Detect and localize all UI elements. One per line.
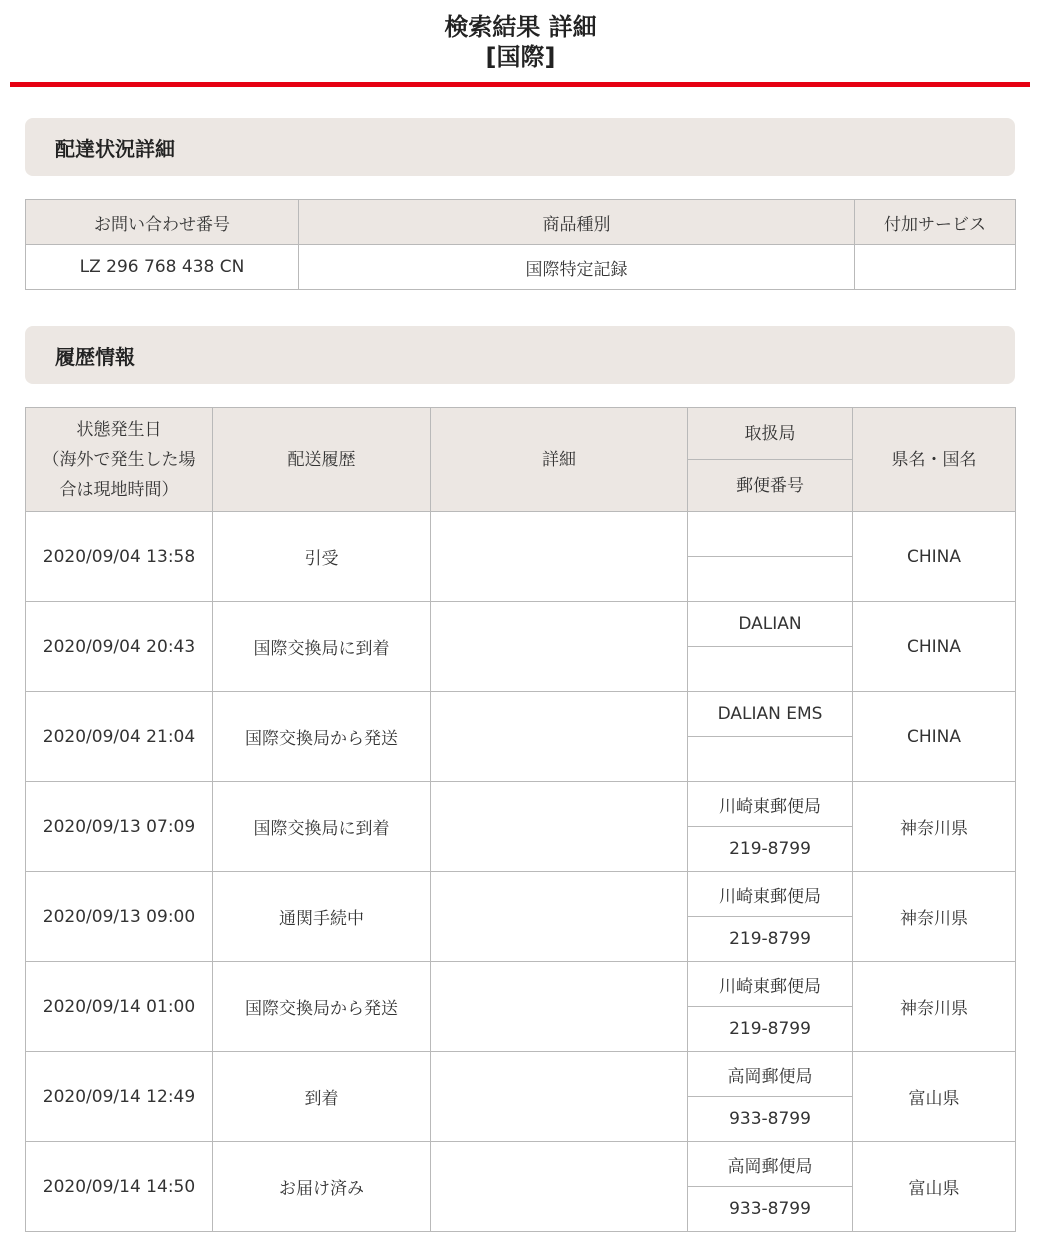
history-postal-code (688, 557, 853, 602)
page-title (0, 12, 1041, 72)
history-detail (431, 1052, 688, 1142)
history-header-row-1 (26, 408, 1016, 460)
history-office: 川崎東郵便局 (688, 962, 853, 1007)
history-region: 神奈川県 (853, 872, 1016, 962)
history-heading-label: 履歴情報 (55, 344, 135, 369)
history-date: 2020/09/13 09:00 (26, 872, 213, 962)
header-event: 配送履歴 (213, 408, 431, 512)
history-postal-code (688, 737, 853, 782)
delivery-summary-table (25, 199, 1016, 290)
history-office: 川崎東郵便局 (688, 782, 853, 827)
history-region: CHINA (853, 602, 1016, 692)
history-detail (431, 1142, 688, 1232)
history-detail (431, 512, 688, 602)
history-event: お届け済み (213, 1142, 431, 1232)
header-product-type: 商品種別 (299, 200, 855, 245)
history-postal-code: 933-8799 (688, 1097, 853, 1142)
history-date: 2020/09/14 12:49 (26, 1052, 213, 1142)
title-divider (10, 82, 1030, 87)
history-event: 国際交換局から発送 (213, 692, 431, 782)
history-date: 2020/09/13 07:09 (26, 782, 213, 872)
history-event: 引受 (213, 512, 431, 602)
additional-service-value (855, 245, 1016, 290)
header-date (26, 408, 213, 512)
history-date: 2020/09/14 14:50 (26, 1142, 213, 1232)
header-postal-code: 郵便番号 (688, 460, 853, 512)
page-title-line2: [国際] (485, 43, 556, 71)
header-detail: 詳細 (431, 408, 688, 512)
summary-data-row (26, 245, 1016, 290)
history-postal-code: 219-8799 (688, 917, 853, 962)
history-region: 富山県 (853, 1142, 1016, 1232)
history-postal-code (688, 647, 853, 692)
history-region: 神奈川県 (853, 962, 1016, 1052)
history-event: 到着 (213, 1052, 431, 1142)
history-office: DALIAN (688, 602, 853, 647)
delivery-status-heading-label: 配達状況詳細 (55, 136, 175, 161)
header-region: 県名・国名 (853, 408, 1016, 512)
header-office: 取扱局 (688, 408, 853, 460)
history-heading (25, 326, 1015, 384)
header-tracking-number: お問い合わせ番号 (26, 200, 299, 245)
history-detail (431, 692, 688, 782)
history-row (26, 512, 1016, 557)
history-office: 高岡郵便局 (688, 1142, 853, 1187)
history-row (26, 1142, 1016, 1187)
history-row (26, 1052, 1016, 1097)
product-type-value: 国際特定記録 (299, 245, 855, 290)
history-event: 国際交換局に到着 (213, 782, 431, 872)
history-row (26, 872, 1016, 917)
history-event: 国際交換局に到着 (213, 602, 431, 692)
history-detail (431, 782, 688, 872)
history-postal-code: 219-8799 (688, 1007, 853, 1052)
history-region: CHINA (853, 512, 1016, 602)
history-region: 神奈川県 (853, 782, 1016, 872)
tracking-number-value: LZ 296 768 438 CN (26, 245, 299, 290)
history-row (26, 602, 1016, 647)
history-event: 国際交換局から発送 (213, 962, 431, 1052)
history-postal-code: 219-8799 (688, 827, 853, 872)
history-date: 2020/09/04 20:43 (26, 602, 213, 692)
history-detail (431, 602, 688, 692)
history-office: DALIAN EMS (688, 692, 853, 737)
page-title-line1: 検索結果 詳細 (444, 13, 597, 41)
history-date: 2020/09/04 13:58 (26, 512, 213, 602)
history-office (688, 512, 853, 557)
history-event: 通関手続中 (213, 872, 431, 962)
history-date: 2020/09/14 01:00 (26, 962, 213, 1052)
header-additional-service: 付加サービス (855, 200, 1016, 245)
history-office: 川崎東郵便局 (688, 872, 853, 917)
history-row (26, 692, 1016, 737)
history-body (26, 512, 1016, 1232)
history-region: 富山県 (853, 1052, 1016, 1142)
delivery-status-heading (25, 118, 1015, 176)
history-table (25, 407, 1016, 1232)
history-detail (431, 872, 688, 962)
summary-header-row (26, 200, 1016, 245)
history-row (26, 962, 1016, 1007)
header-date-text: 状態発生日 （海外で発生した場合は現地時間） (42, 419, 196, 500)
history-detail (431, 962, 688, 1052)
history-region: CHINA (853, 692, 1016, 782)
history-row (26, 782, 1016, 827)
history-postal-code: 933-8799 (688, 1187, 853, 1232)
history-date: 2020/09/04 21:04 (26, 692, 213, 782)
history-office: 高岡郵便局 (688, 1052, 853, 1097)
